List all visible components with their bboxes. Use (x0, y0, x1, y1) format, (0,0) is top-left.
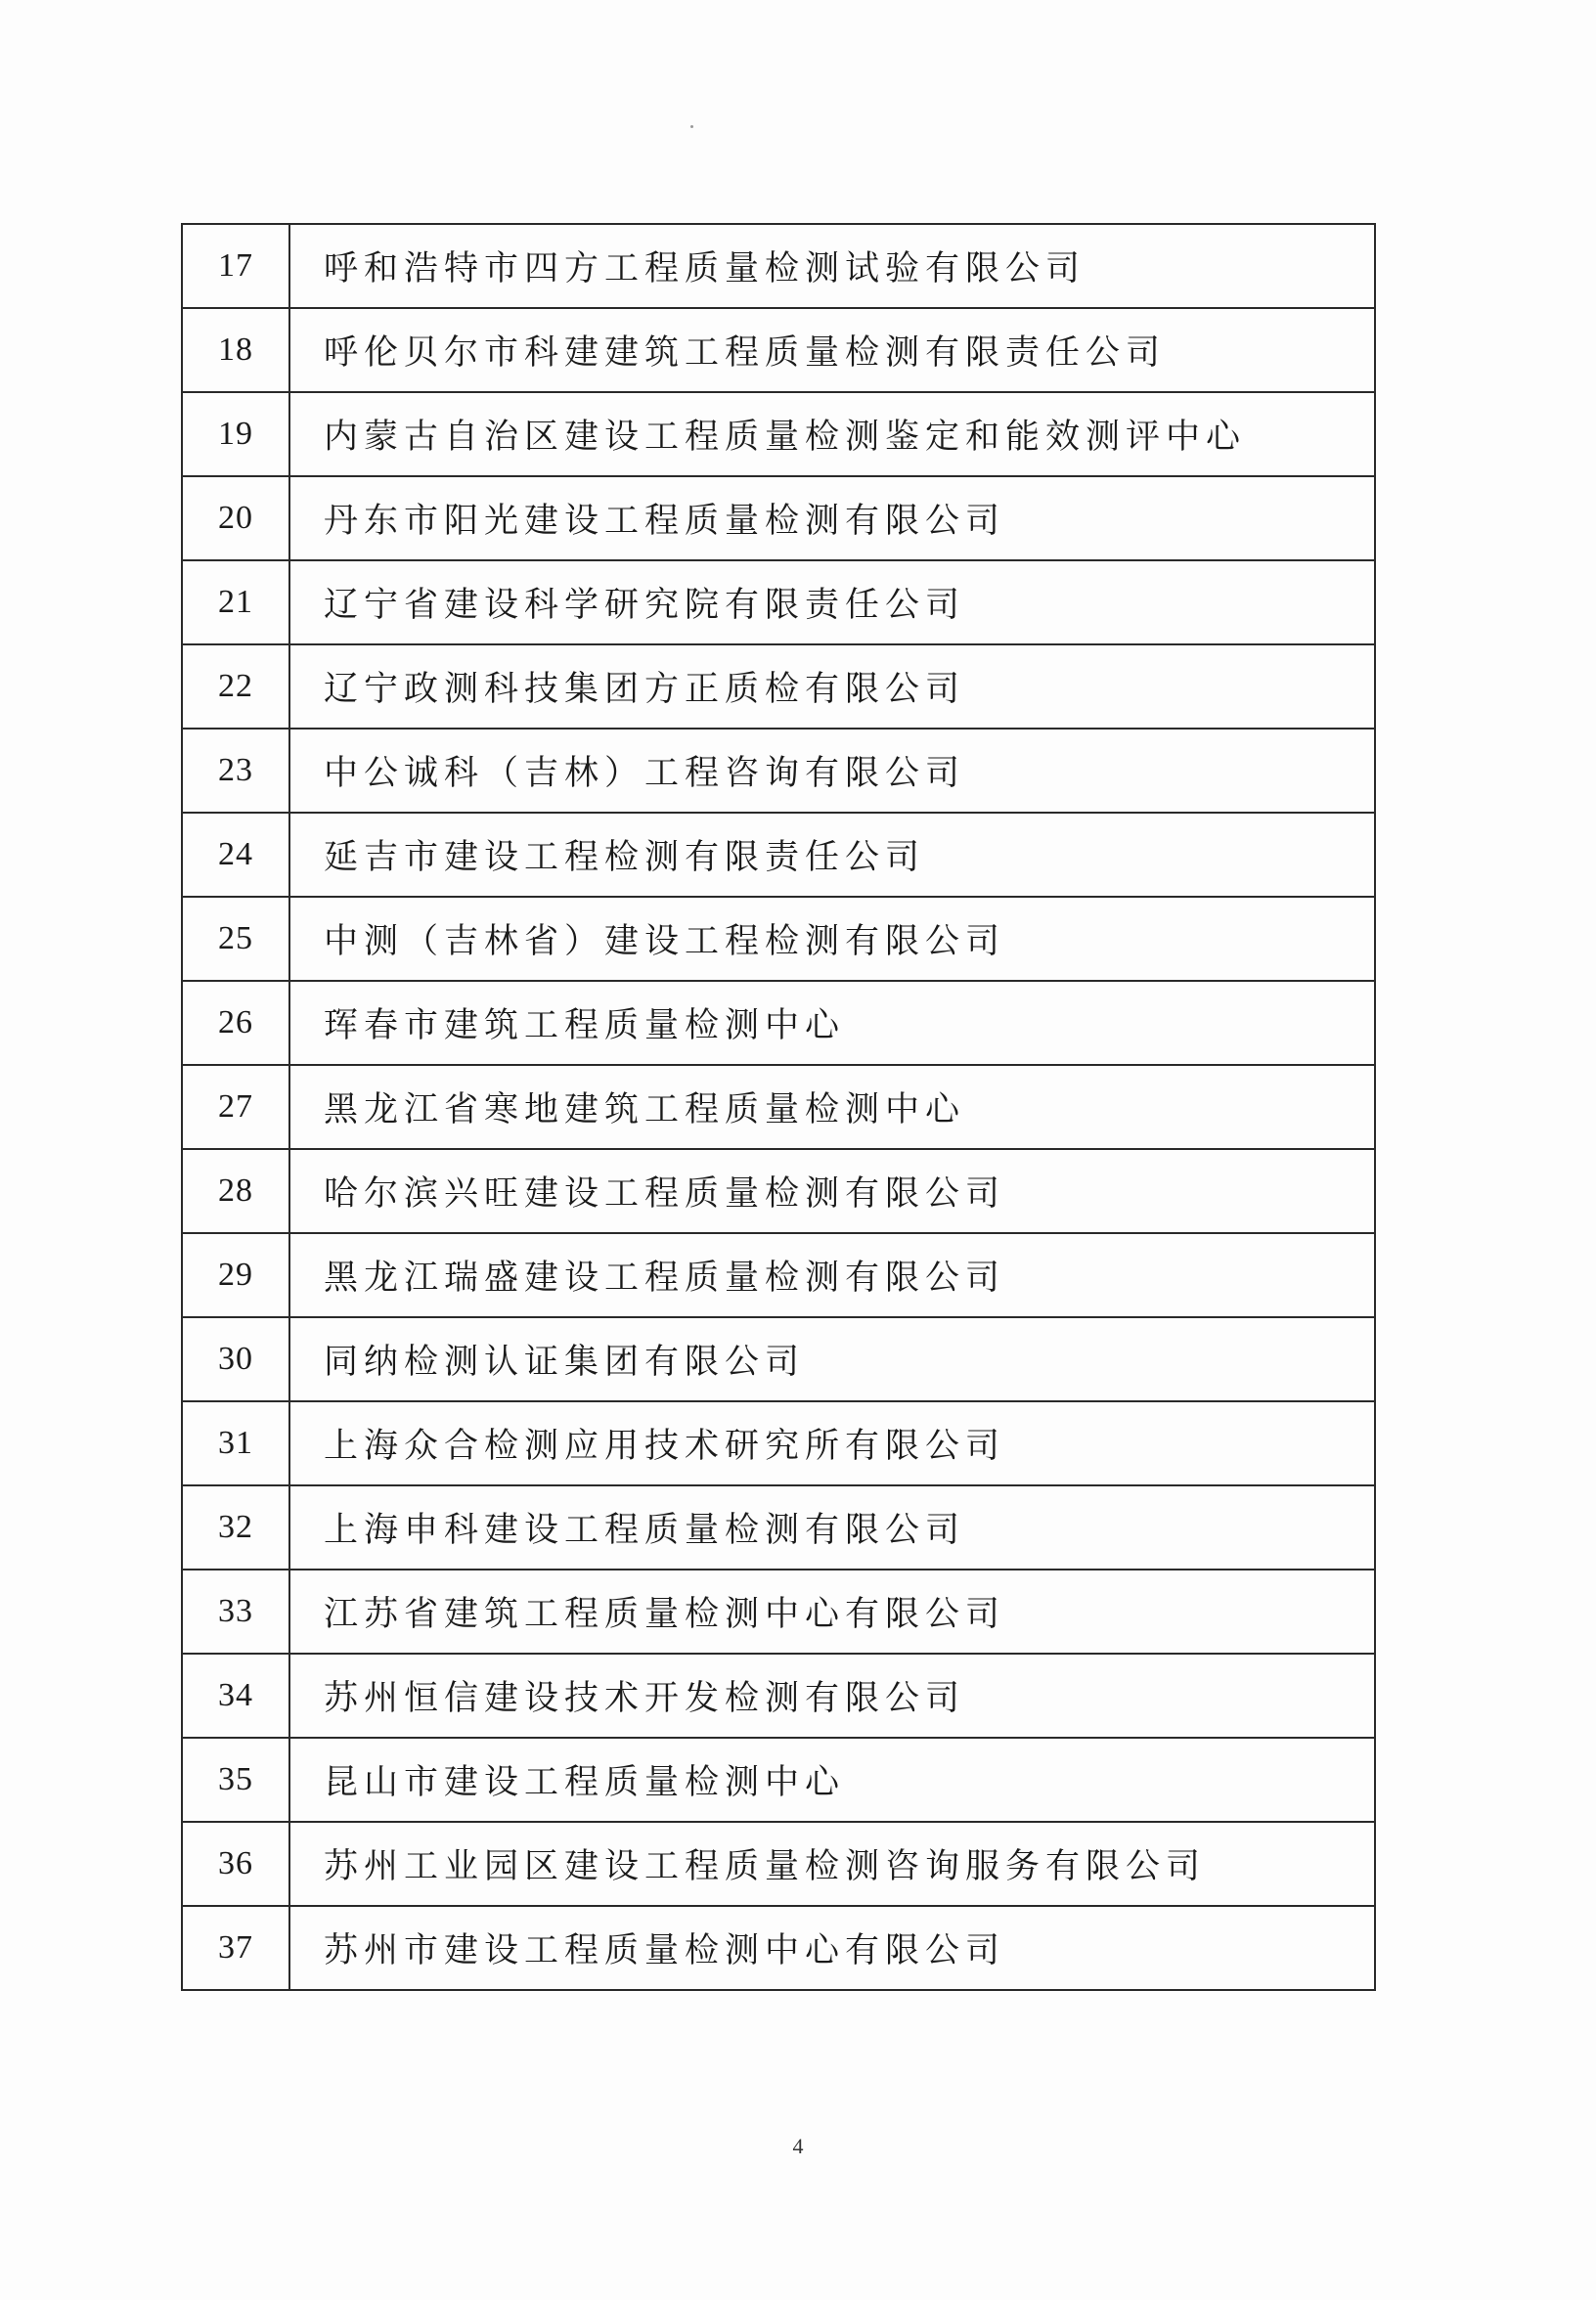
row-number: 37 (182, 1906, 289, 1990)
row-number: 32 (182, 1485, 289, 1570)
institution-name: 上海众合检测应用技术研究所有限公司 (289, 1401, 1375, 1485)
row-number: 27 (182, 1065, 289, 1149)
institution-name: 苏州工业园区建设工程质量检测咨询服务有限公司 (289, 1822, 1375, 1906)
table-row (182, 981, 1375, 1065)
row-number: 18 (182, 308, 289, 392)
table-row (182, 1570, 1375, 1654)
institution-name: 苏州市建设工程质量检测中心有限公司 (289, 1906, 1375, 1990)
table-row (182, 224, 1375, 308)
row-number: 19 (182, 392, 289, 476)
table-row (182, 1822, 1375, 1906)
institution-name: 呼和浩特市四方工程质量检测试验有限公司 (289, 224, 1375, 308)
table-row (182, 1401, 1375, 1485)
row-number: 20 (182, 476, 289, 560)
row-number: 29 (182, 1233, 289, 1317)
row-number: 22 (182, 644, 289, 729)
row-number: 24 (182, 813, 289, 897)
table-row (182, 1233, 1375, 1317)
institution-list-table (181, 223, 1376, 1991)
row-number: 26 (182, 981, 289, 1065)
table-row (182, 1317, 1375, 1401)
institution-name: 内蒙古自治区建设工程质量检测鉴定和能效测评中心 (289, 392, 1375, 476)
row-number: 35 (182, 1738, 289, 1822)
institution-name: 江苏省建筑工程质量检测中心有限公司 (289, 1570, 1375, 1654)
row-number: 21 (182, 560, 289, 644)
institution-name: 辽宁省建设科学研究院有限责任公司 (289, 560, 1375, 644)
table-row (182, 1738, 1375, 1822)
row-number: 30 (182, 1317, 289, 1401)
table-row (182, 729, 1375, 813)
institution-name: 昆山市建设工程质量检测中心 (289, 1738, 1375, 1822)
institution-name: 辽宁政测科技集团方正质检有限公司 (289, 644, 1375, 729)
table-row (182, 476, 1375, 560)
row-number: 33 (182, 1570, 289, 1654)
institution-name: 延吉市建设工程检测有限责任公司 (289, 813, 1375, 897)
institution-name: 中测（吉林省）建设工程检测有限公司 (289, 897, 1375, 981)
row-number: 28 (182, 1149, 289, 1233)
table-row (182, 813, 1375, 897)
row-number: 25 (182, 897, 289, 981)
institution-name: 黑龙江省寒地建筑工程质量检测中心 (289, 1065, 1375, 1149)
row-number: 23 (182, 729, 289, 813)
table-row (182, 560, 1375, 644)
institution-name: 珲春市建筑工程质量检测中心 (289, 981, 1375, 1065)
row-number: 17 (182, 224, 289, 308)
table-row (182, 392, 1375, 476)
institution-name: 丹东市阳光建设工程质量检测有限公司 (289, 476, 1375, 560)
institution-name: 同纳检测认证集团有限公司 (289, 1317, 1375, 1401)
page-number: 4 (792, 2134, 804, 2158)
row-number: 36 (182, 1822, 289, 1906)
institution-name: 呼伦贝尔市科建建筑工程质量检测有限责任公司 (289, 308, 1375, 392)
table-row (182, 1149, 1375, 1233)
table-row (182, 1065, 1375, 1149)
institution-name: 上海申科建设工程质量检测有限公司 (289, 1485, 1375, 1570)
table-body (182, 224, 1375, 1990)
row-number: 34 (182, 1654, 289, 1738)
table-row (182, 1906, 1375, 1990)
institution-name: 哈尔滨兴旺建设工程质量检测有限公司 (289, 1149, 1375, 1233)
table-row (182, 1485, 1375, 1570)
institution-name: 苏州恒信建设技术开发检测有限公司 (289, 1654, 1375, 1738)
table-row (182, 308, 1375, 392)
institution-name: 中公诚科（吉林）工程咨询有限公司 (289, 729, 1375, 813)
institution-name: 黑龙江瑞盛建设工程质量检测有限公司 (289, 1233, 1375, 1317)
scan-speck (690, 125, 693, 128)
table-row (182, 1654, 1375, 1738)
table-row (182, 644, 1375, 729)
row-number: 31 (182, 1401, 289, 1485)
table-row (182, 897, 1375, 981)
